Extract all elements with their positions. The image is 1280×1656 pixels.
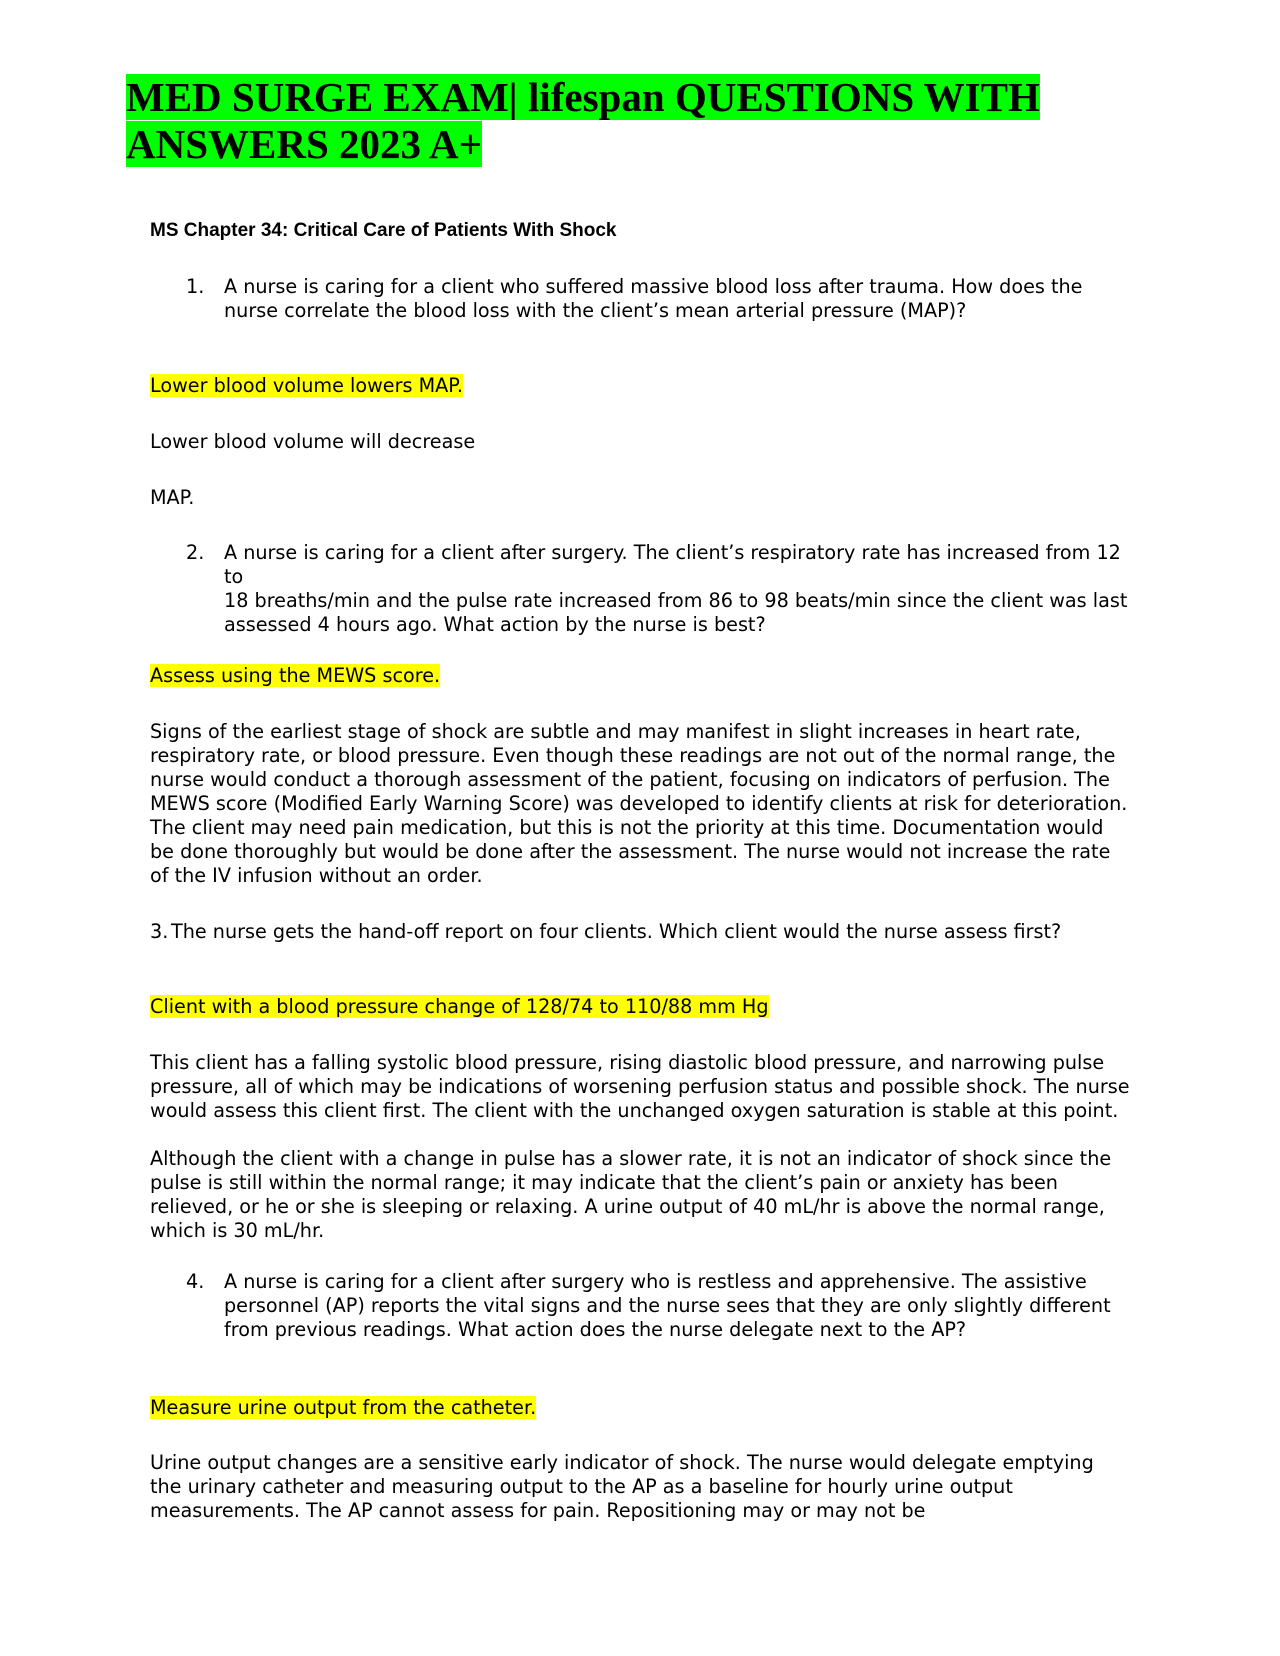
answer-highlight: Measure urine output from the catheter. [150,1396,537,1419]
chapter-heading: MS Chapter 34: Critical Care of Patients With Shock [150,220,617,241]
rationale-2: Signs of the earliest stage of shock are subtle and may manifest in slight increases in heart rate, respiratory rate, or blood pressure. Even though these readings are not out of the normal range, the nurse would conduct a thorough assessment of the patient, focusing on indicators of perfusion. The MEWS score (Modified Early Warning Score) was developed to identify clients at risk for deterioration. The client may need pain medication, but this is not the priority at this time. Documentation would be done thoroughly but would be done after the assessment. The nurse would not increase the rate of the IV infusion without an order. [150,720,1128,887]
question-text: A nurse is caring for a client after surgery who is restless and apprehensive. The assistive personnel (AP) reports the vital signs and the nurse sees that they are only slightly different from previous readings. What action does the nurse delegate next to the AP? [224,1270,1111,1341]
answer-4 [150,1396,536,1420]
rationale-4: Urine output changes are a sensitive early indicator of shock. The nurse would delegate emptying the urinary catheter and measuring output to the AP as a baseline for hourly urine output measurements. The AP cannot assess for pain. Repositioning may or may not be [150,1451,1094,1522]
question-number: 3. [150,920,169,943]
question-text: A nurse is caring for a client who suffered massive blood loss after trauma. How does the nurse correlate the blood loss with the client’s mean arterial pressure (MAP)? [224,275,1083,322]
answer-highlight: Lower blood volume lowers MAP. [150,374,463,397]
rationale-1a: Lower blood volume will decrease [150,430,476,453]
rationale-1b: MAP. [150,486,195,509]
question-text-line-1: A nurse is caring for a client after surgery. The client’s respiratory rate has increased from 12 to [224,541,1121,588]
question-2 [150,541,1130,637]
answer-2 [150,664,440,688]
document-title [126,74,1086,168]
question-text [224,541,1130,637]
question-4 [150,1270,1130,1342]
question-number: 1. [186,275,205,298]
question-text: The nurse gets the hand-off report on four clients. Which client would the nurse assess first? [171,920,1062,943]
answer-highlight: Assess using the MEWS score. [150,664,441,687]
title-line-2: ANSWERS 2023 A+ [126,121,482,167]
question-number: 2. [186,541,205,564]
answer-1 [150,374,463,398]
answer-3 [150,995,769,1019]
question-number: 4. [186,1270,205,1293]
question-1 [150,275,1130,323]
title-line-1: MED SURGE EXAM| lifespan QUESTIONS WITH [126,74,1040,120]
rationale-3a: This client has a falling systolic blood pressure, rising diastolic blood pressure, and narrowing pulse pressure, all of which may be indications of worsening perfusion status and possible shock. The nurse would assess this client first. The client with the unchanged oxygen saturation is stable at this point. [150,1051,1130,1122]
rationale-3b: Although the client with a change in pulse has a slower rate, it is not an indicator of shock since the pulse is still within the normal range; it may indicate that the client’s pain or anxiety has been relieved, or he or she is sleeping or relaxing. A urine output of 40 mL/hr is above the normal range, which is 30 mL/hr. [150,1147,1112,1242]
answer-highlight: Client with a blood pressure change of 128/74 to 110/88 mm Hg [150,995,769,1018]
question-3 [150,920,1130,944]
question-text-line-2: 18 breaths/min and the pulse rate increased from 86 to 98 beats/min since the client was last assessed 4 hours ago. What action by the nurse is best? [224,589,1128,636]
